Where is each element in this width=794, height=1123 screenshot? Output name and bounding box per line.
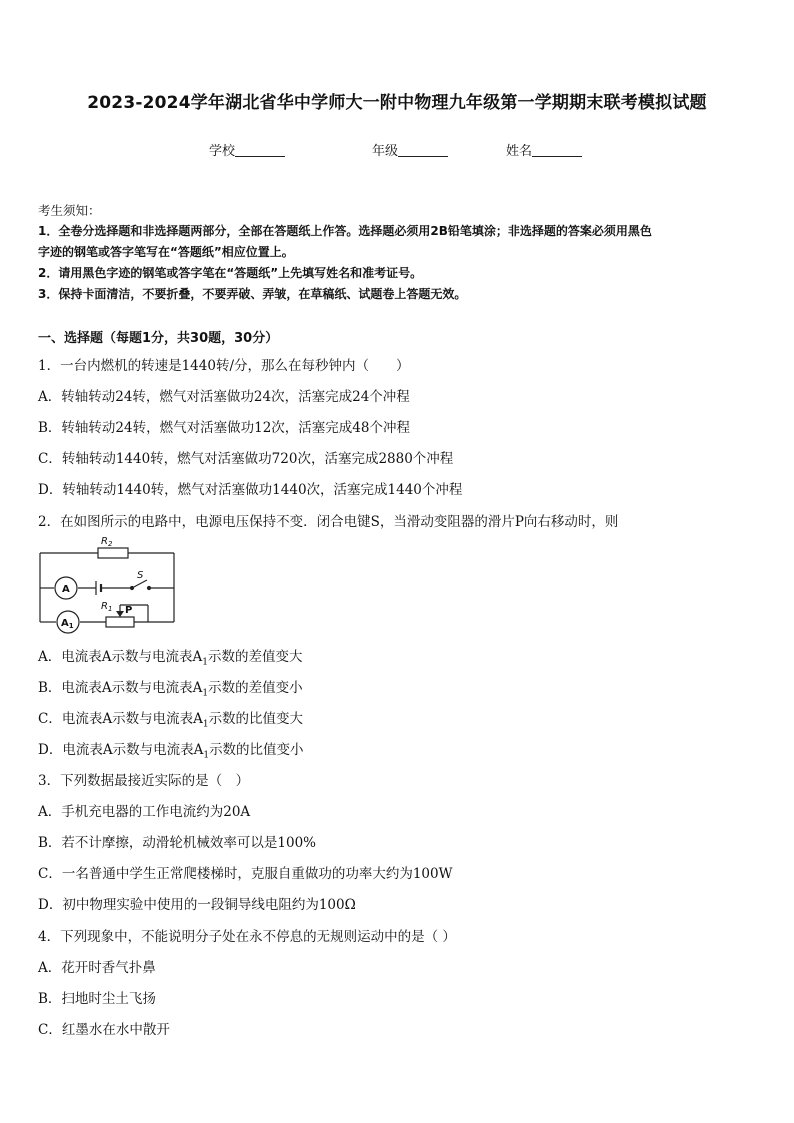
notice-heading: 考生须知： bbox=[38, 203, 101, 218]
notice-item: 2．请用黑色字迹的钢笔或答字笔在“答题纸”上先填写姓名和准考证号。 bbox=[38, 266, 423, 280]
question-1-option-b: B．转轴转动24转，燃气对活塞做功12次，活塞完成48个冲程 bbox=[38, 420, 410, 436]
question-4-option-a: A．花开时香气扑鼻 bbox=[38, 960, 156, 976]
name-field[interactable] bbox=[506, 140, 582, 159]
question-1-option-d: D．转轴转动1440转，燃气对活塞做功1440次，活塞完成1440个冲程 bbox=[38, 482, 463, 498]
notice-item: 1．全卷分选择题和非选择题两部分，全部在答题纸上作答。选择题必须用2B铅笔填涂；非选择题的答案必须用黑色 bbox=[38, 224, 652, 238]
slider-arrow-icon bbox=[116, 611, 124, 617]
name-blank[interactable] bbox=[532, 143, 582, 157]
question-2-option-c: C．电流表A示数与电流表$A_1$示数的比值变大 bbox=[38, 711, 304, 730]
school-blank[interactable] bbox=[235, 143, 285, 157]
grade-field[interactable] bbox=[372, 140, 448, 159]
exam-notice bbox=[38, 200, 760, 305]
question-2-option-d: D．电流表A示数与电流表$A_1$示数的比值变小 bbox=[38, 742, 304, 761]
question-3-option-a: A．手机充电器的工作电流约为20A bbox=[38, 804, 251, 820]
question-1-option-a: A．转轴转动24转，燃气对活塞做功24次，活塞完成24个冲程 bbox=[38, 389, 410, 405]
switch-s bbox=[132, 580, 147, 588]
label-p: P bbox=[125, 605, 133, 616]
question-4-option-c: C．红墨水在水中散开 bbox=[38, 1022, 170, 1038]
grade-blank[interactable] bbox=[398, 143, 448, 157]
question-1-stem: 1．一台内燃机的转速是1440转/分，那么在每秒钟内（ ） bbox=[38, 358, 410, 374]
label-a1: $A_1$ bbox=[61, 618, 74, 630]
label-r1: $R_1$ bbox=[101, 601, 113, 613]
name-label: 姓名 bbox=[506, 144, 533, 159]
resistor-r2 bbox=[98, 548, 128, 558]
notice-item: 字迹的钢笔或答字笔写在“答题纸”相应位置上。 bbox=[38, 245, 294, 259]
circuit-diagram bbox=[36, 533, 186, 638]
label-r2: $R_2$ bbox=[101, 536, 113, 548]
label-s: S bbox=[137, 570, 144, 581]
question-2-stem: 2．在如图所示的电路中，电源电压保持不变．闭合电键S，当滑动变阻器的滑片P向右移动时，则 bbox=[38, 514, 619, 530]
rheostat-r1 bbox=[106, 617, 134, 627]
question-3-option-d: D．初中物理实验中使用的一段铜导线电阻约为100Ω bbox=[38, 897, 356, 913]
page-title: 2023-2024学年湖北省华中学师大一附中物理九年级第一学期期末联考模拟试题 bbox=[87, 93, 707, 113]
section-heading: 一、选择题（每题1分，共30题，30分） bbox=[38, 331, 279, 346]
question-3-stem: 3．下列数据最接近实际的是（ ） bbox=[38, 773, 250, 789]
school-label: 学校 bbox=[209, 144, 236, 159]
question-2-option-a: A．电流表A示数与电流表$A_1$示数的差值变大 bbox=[38, 649, 303, 668]
question-4-option-b: B．扫地时尘土飞扬 bbox=[38, 991, 156, 1007]
notice-item: 3．保持卡面清洁，不要折叠，不要弄破、弄皱，在草稿纸、试题卷上答题无效。 bbox=[38, 287, 467, 301]
question-3-option-b: B．若不计摩擦，动滑轮机械效率可以是100% bbox=[38, 835, 317, 851]
question-3-option-c: C．一名普通中学生正常爬楼梯时，克服自重做功的功率大约为100W bbox=[38, 866, 453, 882]
grade-label: 年级 bbox=[372, 144, 399, 159]
label-a: A bbox=[62, 584, 70, 595]
question-2-option-b: B．电流表A示数与电流表$A_1$示数的差值变小 bbox=[38, 680, 303, 699]
school-field[interactable] bbox=[209, 140, 285, 159]
question-4-stem: 4．下列现象中，不能说明分子处在永不停息的无规则运动中的是（ ） bbox=[38, 929, 456, 945]
question-1-option-c: C．转轴转动1440转，燃气对活塞做功720次，活塞完成2880个冲程 bbox=[38, 451, 454, 467]
